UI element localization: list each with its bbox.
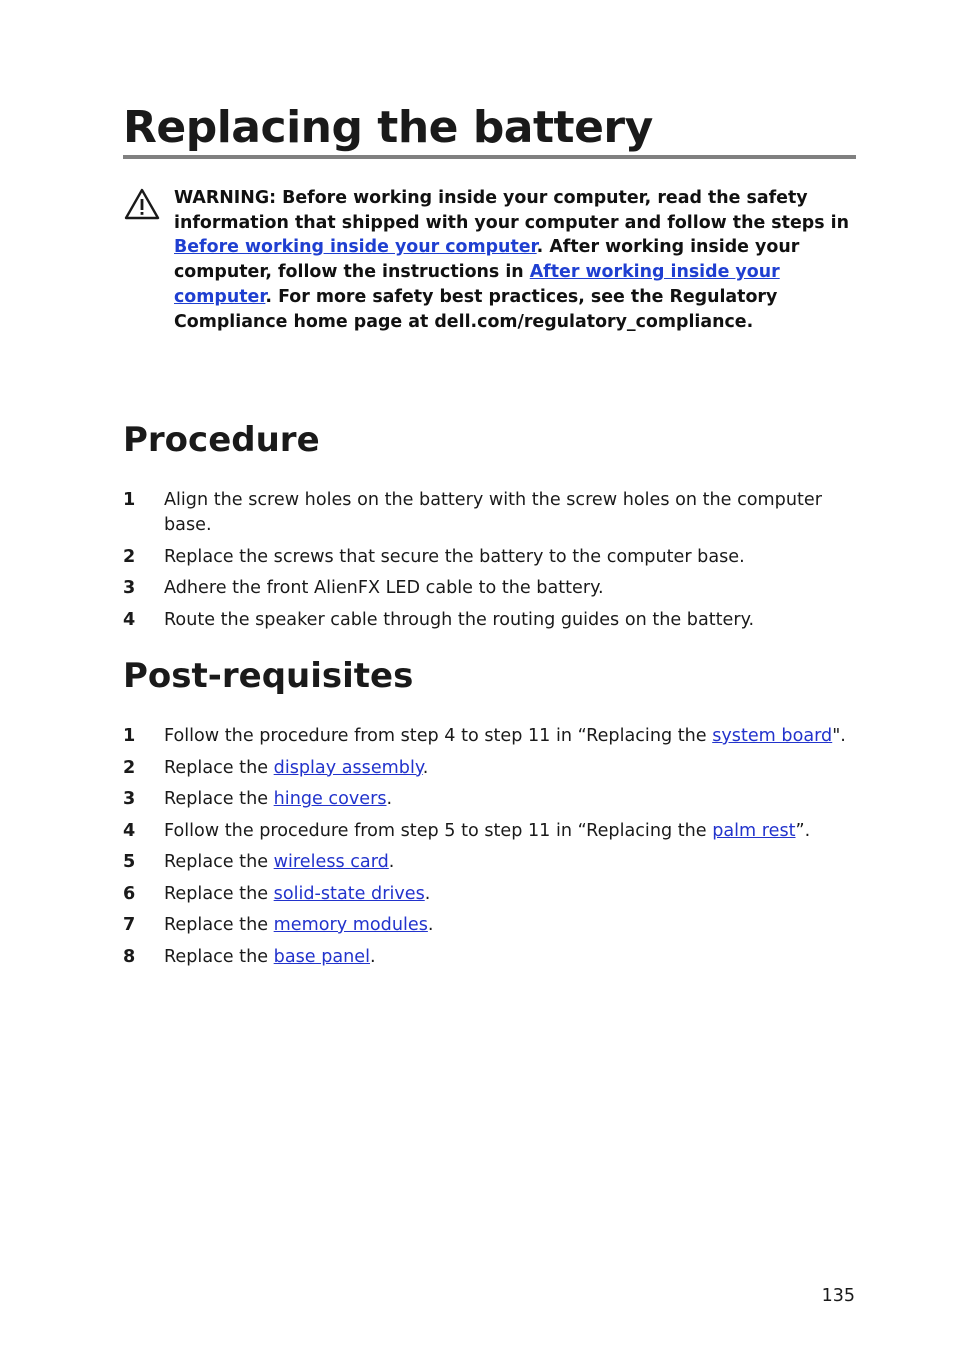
procedure-step xyxy=(123,608,856,633)
step-number: 2 xyxy=(123,546,136,567)
step-text: Replace the xyxy=(164,946,274,967)
after-working-link[interactable]: After working inside your computer xyxy=(174,262,780,307)
postreq-step xyxy=(123,787,856,812)
procedure-step xyxy=(123,576,856,601)
step-text: Replace the xyxy=(164,915,274,935)
warning-triangle-icon xyxy=(123,187,161,221)
postrequisite-steps xyxy=(123,724,856,976)
procedure-step xyxy=(123,488,856,538)
step-text: Replace the xyxy=(164,852,274,872)
step-text-end: . xyxy=(427,915,434,935)
postreq-step xyxy=(123,945,856,970)
display-assembly-link[interactable]: display assembly xyxy=(273,757,423,778)
step-number: 3 xyxy=(123,578,136,598)
step-number: 7 xyxy=(123,915,136,935)
hinge-covers-link[interactable]: hinge covers xyxy=(273,789,387,809)
step-text-end: . xyxy=(424,883,431,904)
postreq-step xyxy=(123,913,856,938)
step-number: 6 xyxy=(123,883,136,904)
step-number: 8 xyxy=(123,946,136,967)
step-number: 5 xyxy=(123,852,136,872)
solid-state-drives-link[interactable]: solid-state drives xyxy=(273,883,425,904)
step-number: 2 xyxy=(123,757,136,778)
title-rule xyxy=(123,155,856,159)
step-text-end: . xyxy=(370,946,376,967)
step-text-end: ”. xyxy=(795,820,811,841)
step-text: Adhere the front AlienFX LED cable to the battery. xyxy=(164,578,604,598)
postrequisites-heading: Post-requisites xyxy=(123,656,414,696)
step-text: Replace the xyxy=(164,789,274,809)
page-title: Replacing the battery xyxy=(123,102,653,153)
warning-text-3: . For more safety best practices, see the Regulatory Compliance home page at dell.com/regulatory_compliance. xyxy=(174,286,778,332)
step-text: Replace the screws that secure the battery to the computer base. xyxy=(164,546,745,567)
step-text: Align the screw holes on the battery with the screw holes on the computer base. xyxy=(164,490,822,535)
system-board-link[interactable]: system board xyxy=(712,726,833,746)
postreq-step xyxy=(123,756,856,781)
procedure-step xyxy=(123,545,856,570)
warning-notice xyxy=(174,186,864,334)
memory-modules-link[interactable]: memory modules xyxy=(273,915,428,935)
warning-text-1: WARNING: Before working inside your computer, read the safety information that shipped with your computer and follow the steps in xyxy=(174,188,849,233)
postreq-step xyxy=(123,850,856,875)
step-text: Follow the procedure from step 4 to step 11 in “Replacing the xyxy=(164,726,713,746)
procedure-heading: Procedure xyxy=(123,420,320,460)
step-number: 4 xyxy=(123,820,136,841)
wireless-card-link[interactable]: wireless card xyxy=(273,852,389,872)
warning-text-2: . After working inside your computer, follow the instructions in xyxy=(174,237,800,283)
postreq-step xyxy=(123,882,856,907)
base-panel-link[interactable]: base panel xyxy=(273,946,371,967)
procedure-steps xyxy=(123,488,856,639)
step-text-end: . xyxy=(422,757,429,778)
step-text-end: . xyxy=(386,789,393,809)
step-number: 4 xyxy=(123,609,136,630)
step-number: 1 xyxy=(123,726,136,746)
postreq-step xyxy=(123,724,856,749)
step-text: Follow the procedure from step 5 to step 11 in “Replacing the xyxy=(164,820,713,841)
step-text: Replace the xyxy=(164,883,274,904)
postreq-step xyxy=(123,819,856,844)
step-number: 3 xyxy=(123,789,136,809)
step-text-end: . xyxy=(388,852,395,872)
step-number: 1 xyxy=(123,490,136,510)
step-text: Replace the xyxy=(164,757,274,778)
palm-rest-link[interactable]: palm rest xyxy=(712,820,796,841)
step-text: Route the speaker cable through the routing guides on the battery. xyxy=(164,609,755,630)
page-number: 135 xyxy=(821,1286,855,1306)
before-working-link[interactable]: Before working inside your computer xyxy=(174,237,537,258)
step-text-end: ". xyxy=(832,726,846,746)
